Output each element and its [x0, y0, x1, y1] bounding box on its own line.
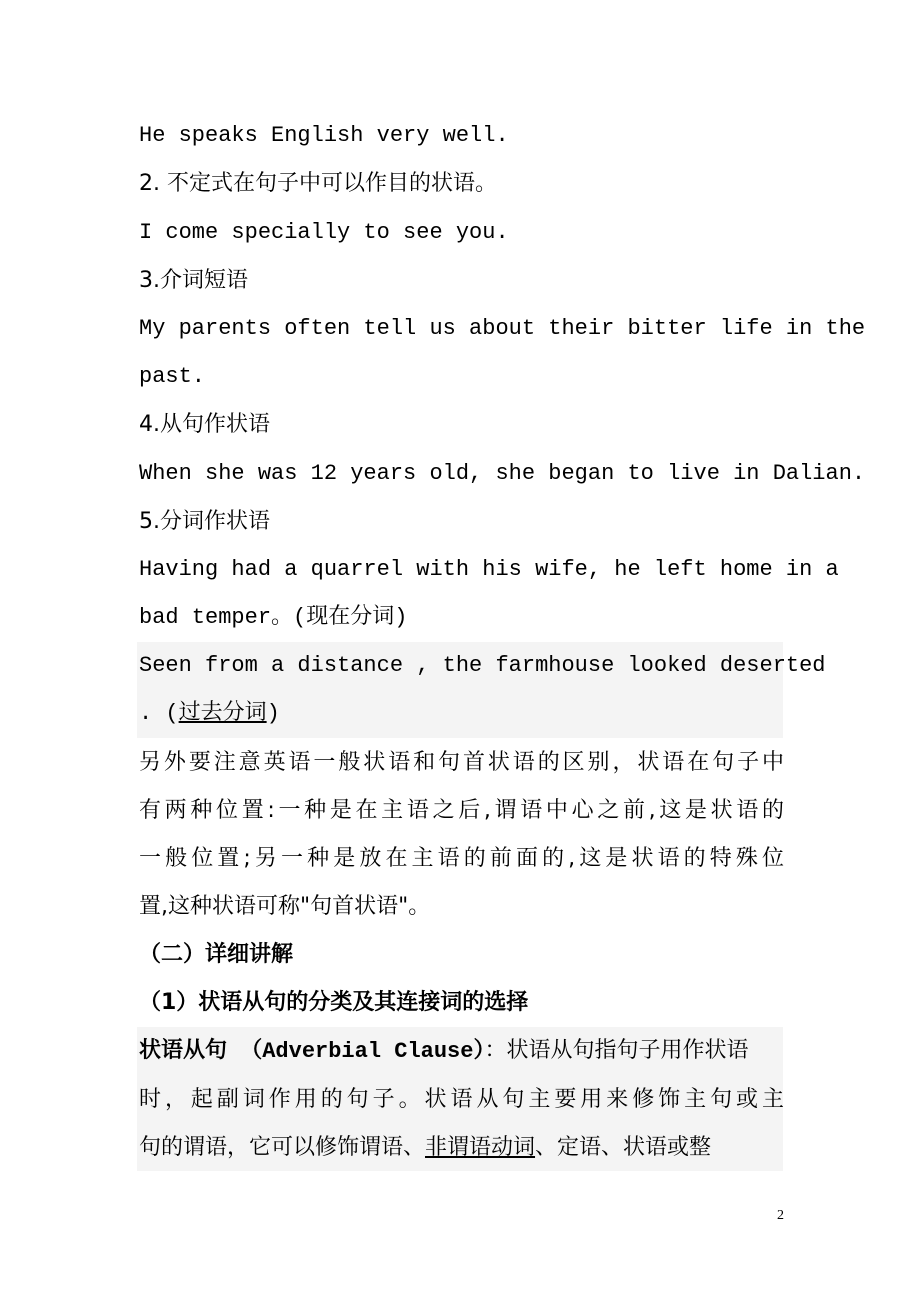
- text-line: He speaks English very well.: [139, 123, 509, 148]
- text-line: I come specially to see you.: [139, 220, 509, 245]
- section-heading: （二）详细讲解: [139, 942, 294, 967]
- text-line: Having had a quarrel with his wife, he left home in a: [139, 557, 839, 582]
- page-number: 2: [777, 1208, 784, 1223]
- subsection-heading: （1）状语从句的分类及其连接词的选择: [139, 990, 529, 1015]
- text-line: When she was 12 years old, she began to live in Dalian.: [139, 461, 866, 486]
- text-line: 置,这种状语可称"句首状语"。: [139, 894, 431, 919]
- text-line: 有两种位置:一种是在主语之后,谓语中心之前,这是状语的: [139, 798, 784, 823]
- text-line: bad temper。(现在分词): [139, 605, 408, 630]
- text-line: Seen from a distance , the farmhouse looked deserted: [139, 653, 826, 678]
- text-line: 一般位置;另一种是放在主语的前面的,这是状语的特殊位: [139, 846, 784, 871]
- text-line: [139, 1124, 784, 1172]
- text-line: My parents often tell us about their bitter life in the: [139, 316, 866, 341]
- text-run: 句的谓语，它可以修饰谓语、: [139, 1135, 426, 1160]
- term-heading: 状语从句: [139, 1038, 228, 1063]
- text-line: 3.介词短语: [139, 268, 248, 293]
- text-line: [139, 1027, 784, 1075]
- text-line: 5.分词作状语: [139, 509, 270, 534]
- text-line: 4.从句作状语: [139, 412, 270, 437]
- text-line: [139, 690, 784, 738]
- text-run: ): [266, 701, 280, 726]
- text-line: 另外要注意英语一般状语和句首状语的区别，状语在句子中: [139, 750, 784, 775]
- underlined-term: 过去分词: [178, 701, 267, 726]
- text-line: 时，起副词作用的句子。状语从句主要用来修饰主句或主: [139, 1087, 784, 1112]
- text-line: 2. 不定式在句子中可以作目的状语。: [139, 171, 497, 196]
- text-run: ：状语从句指句子用作状语: [484, 1038, 749, 1063]
- text-run: 、定语、状语或整: [535, 1135, 712, 1160]
- text-run: . (: [139, 701, 179, 726]
- text-line: past.: [139, 364, 206, 389]
- term-english: （Adverbial Clause）: [227, 1039, 485, 1064]
- underlined-term: 非谓语动词: [425, 1135, 536, 1160]
